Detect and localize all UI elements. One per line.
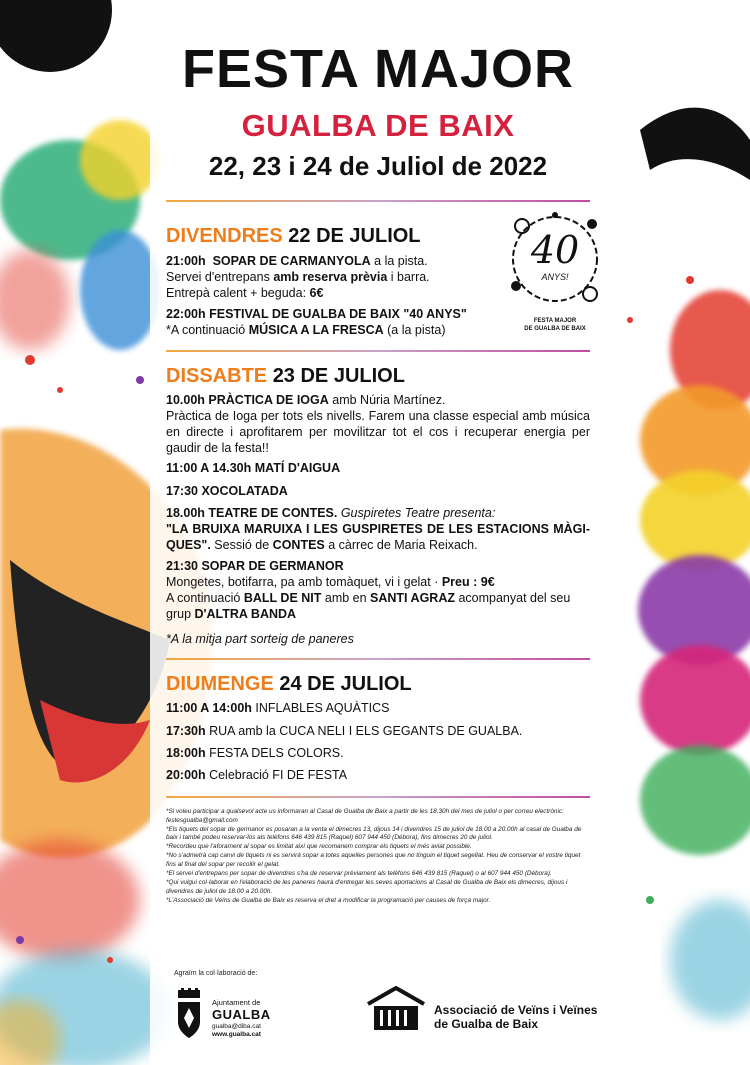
event-text: amb Núria Martínez. — [328, 393, 446, 407]
event-inflables — [166, 700, 590, 716]
poster-content — [166, 0, 598, 1065]
house-logo-icon — [364, 986, 428, 1032]
badge-number: 40 — [530, 228, 580, 272]
event-text: amb reserva prèvia — [273, 270, 388, 284]
event-title: FESTIVAL DE GUALBA DE BAIX "40 ANYS" — [209, 307, 467, 321]
event-festival — [166, 306, 590, 338]
footnote: *Els tiquets del sopar de germanor es posaran a la venta el dimecres 13, dijous 14 i divendres 15 de juliol de 18.00 a 20.00h al casal de Gualba de baix i també podeu reservar-los als telèfons 646 439 815 (Raquel) 607 944 450 (Débora), fins dimecres 20 de juliol. — [166, 825, 582, 842]
event-time: 10.00h — [166, 393, 205, 407]
day-heading-friday — [166, 224, 421, 248]
event-text: A continuació — [166, 591, 244, 605]
event-ioga — [166, 392, 590, 456]
ajuntament-logo — [174, 988, 284, 1048]
event-time: 21:30 — [166, 559, 198, 573]
date-label: 24 DE JULIOL — [279, 673, 412, 695]
event-fi-festa — [166, 767, 590, 783]
ajuntament-web: www.gualba.cat — [212, 1031, 261, 1038]
event-title: Celebració FI DE FESTA — [205, 768, 348, 782]
weekday-label: DISSABTE — [166, 365, 268, 387]
badge-caption-2: DE GUALBA DE BAIX — [524, 326, 586, 332]
event-text: a càrrec de Maria Reixach. — [324, 538, 478, 552]
event-text: BALL DE NIT — [243, 591, 322, 605]
event-text: Servei d'entrepans — [166, 270, 274, 284]
event-text: Mongetes, botifarra, pa amb tomàquet, vi i gelat · — [166, 575, 442, 589]
event-text: Guspiretes Teatre presenta: — [337, 506, 496, 520]
divider — [166, 658, 590, 660]
ajuntament-label: Ajuntament de — [212, 998, 261, 1007]
event-teatre — [166, 505, 590, 553]
ajuntament-email: gualba@diba.cat — [212, 1023, 261, 1030]
event-title: MATÍ D'AIGUA — [254, 461, 341, 475]
event-time: 21:00h — [166, 254, 206, 268]
event-text: amb en — [321, 591, 371, 605]
event-title: INFLABLES AQUÀTICS — [251, 701, 390, 715]
event-title: PRÀCTICA DE IOGA — [208, 393, 329, 407]
footnote: *Si voleu participar a qualsevol acte us informaran al Casal de Gualba de Baix a partir de les 18.30h del mes de juliol o per correu electrònic: festesgualba@gmail.com — [166, 808, 564, 824]
event-time: 17:30h — [166, 724, 206, 738]
divider — [166, 796, 590, 798]
event-time: 11:00 A 14:00h — [166, 701, 252, 715]
event-price: Preu : 9€ — [441, 575, 495, 589]
date-label: 22 DE JULIOL — [288, 225, 421, 247]
associacio-name: Associació de Veïns i Veïnes de Gualba de Baix — [434, 1003, 598, 1031]
event-text: (a la pista) — [383, 323, 446, 337]
event-text: acompanyat del seu grup — [166, 591, 571, 621]
event-rua — [166, 723, 590, 739]
event-text: i barra. — [387, 270, 430, 284]
event-title: XOCOLATADA — [201, 484, 288, 498]
event-title: FESTA DELS COLORS. — [205, 746, 344, 760]
event-festa-colors — [166, 745, 590, 761]
event-carmanyola — [166, 253, 590, 301]
footnotes — [166, 808, 590, 906]
event-sopar-germanor — [166, 558, 590, 622]
event-time: 11:00 A 14.30h — [166, 461, 252, 475]
associacio-logo — [364, 986, 598, 1036]
weekday-label: DIUMENGE — [166, 673, 274, 695]
event-text: D'ALTRA BANDA — [194, 607, 297, 621]
event-text: *A continuació — [166, 323, 249, 337]
footnote: *No s'admetrà cap canvi de tiquets ni es servirà sopar a totes aquelles persones que no tinguin el tiquet segellat. Heu de conservar el vostre tiquet fins al final del sopar per recollir el gelat. — [166, 852, 581, 869]
divider — [166, 350, 590, 352]
coat-of-arms-icon — [174, 988, 204, 1040]
footnote: *Qui vulgui col·laborar en l'elaboració de les paneres haurà d'entregar les seves aportacions al Casal de Gualba de Baix els dimecres, dijous i divendres de juliol de 18.00 a 20.00h. — [166, 879, 568, 895]
day-heading-saturday — [166, 364, 405, 388]
weekday-label: DIVENDRES — [166, 225, 283, 247]
event-time: 20:00h — [166, 768, 206, 782]
event-title: SOPAR DE GERMANOR — [201, 559, 344, 573]
event-note: *A la mitja part sorteig de paneres — [166, 632, 354, 646]
event-time: 17:30 — [166, 484, 198, 498]
event-show-title: "LA BRUIXA MARUIXA I LES GUSPIRETES DE LES ESTACIONS MÀGI-QUES". — [166, 522, 590, 552]
poster-title: FESTA MAJOR — [181, 39, 574, 99]
event-text: Sessió de — [210, 538, 273, 552]
day-heading-sunday — [166, 672, 412, 696]
event-title: TEATRE DE CONTES. — [208, 506, 338, 520]
date-label: 23 DE JULIOL — [272, 365, 405, 387]
event-price: 6€ — [309, 286, 324, 300]
badge-caption-1: FESTA MAJOR — [533, 318, 577, 324]
divider — [166, 200, 590, 202]
poster-subtitle: GUALBA DE BAIX — [241, 108, 515, 143]
event-time: 22:00h — [166, 307, 206, 321]
footnote: *L'Associació de Veïns de Gualba de Baix es reserva el dret a modificar la programació per causes de força major. — [166, 896, 491, 904]
event-text: a la pista. — [370, 254, 428, 268]
event-xocolatada — [166, 483, 590, 499]
footnote: *El servei d'entrepans per sopar de divendres s'ha de reservar prèviament als telèfons 646 439 815 (Raquel) o al 607 944 450 (Débora). — [166, 870, 552, 878]
event-text: SANTI AGRAZ — [370, 591, 455, 605]
badge-anys: ANYS! — [541, 272, 569, 282]
event-text: MÚSICA A LA FRESCA — [248, 323, 384, 337]
poster-dates: 22, 23 i 24 de Juliol de 2022 — [208, 151, 548, 181]
event-time: 18:00h — [166, 746, 206, 760]
event-time: 18.00h — [166, 506, 205, 520]
event-title: RUA amb la CUCA NELI I ELS GEGANTS DE GUALBA. — [205, 724, 523, 738]
acknowledgement-text: Agraïm la col·laboració de: — [174, 970, 258, 977]
footnote: *Recordeu que l'aforament al sopar es limitat així que recomanem comprar els tiquets el més aviat possible. — [166, 843, 472, 851]
event-text: CONTES — [272, 538, 325, 552]
event-mati-aigua — [166, 460, 590, 476]
event-description: Pràctica de Ioga per tots els nivells. Farem una classe especial amb música en directe i aprofitarem per movilitzar tot el cos i recuperar energia per gaudir de la festa!! — [166, 409, 590, 455]
event-text: Entrepà calent + beguda: — [166, 286, 310, 300]
ajuntament-name: GUALBA — [212, 1007, 271, 1022]
event-title: SOPAR DE CARMANYOLA — [212, 254, 371, 268]
